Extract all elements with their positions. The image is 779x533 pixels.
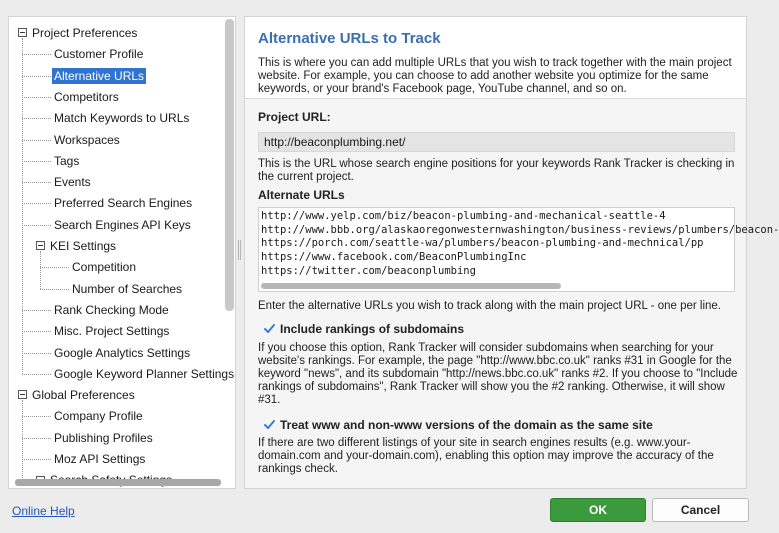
tree-item[interactable] <box>52 151 81 171</box>
tree-guide-line <box>22 459 51 460</box>
alternate-url-line: http://www.bbb.org/alaskaoregonwesternwashington/business-reviews/plumbers/beacon- <box>261 223 779 236</box>
include-subdomains-label: Include rankings of subdomains <box>280 322 465 336</box>
tree-item-label: Publishing Profiles <box>54 430 153 445</box>
tree-guide-line <box>22 76 51 77</box>
alternate-url-line: https://www.facebook.com/BeaconPlumbingInc <box>261 251 527 264</box>
tree-guide-line <box>22 54 51 55</box>
checkmark-icon[interactable] <box>263 418 276 431</box>
tree-item[interactable] <box>52 428 155 448</box>
tree-item-label: Search Engines API Keys <box>54 217 191 232</box>
tree-item[interactable] <box>52 130 122 150</box>
tree-item[interactable] <box>70 279 184 299</box>
panel-splitter[interactable] <box>238 240 242 260</box>
tree-item-label: Customer Profile <box>54 47 144 62</box>
tree-item-label: Global Preferences <box>32 388 135 403</box>
tree-item[interactable] <box>52 343 192 363</box>
tree-guide-line <box>22 182 51 183</box>
tree-item-label: Match Keywords to URLs <box>54 111 190 126</box>
project-url-description: This is the URL whose search engine positions for your keywords Rank Tracker is checking in the current project. <box>258 158 735 183</box>
tree-guide-line <box>22 161 51 162</box>
tree-item[interactable] <box>70 257 138 277</box>
tree-item[interactable] <box>52 406 145 426</box>
tree-item[interactable] <box>52 321 171 341</box>
tree-item-label: Alternative URLs <box>54 68 145 83</box>
tree-item[interactable] <box>52 108 191 128</box>
tree-item-label: Rank Checking Mode <box>54 302 169 317</box>
alternate-urls-horizontal-scrollbar[interactable] <box>261 283 561 289</box>
tree-item[interactable] <box>36 236 118 256</box>
tree-guide-line <box>22 38 23 374</box>
tree-item-label: Preferred Search Engines <box>54 196 193 211</box>
tree-item-label: Workspaces <box>54 132 120 147</box>
tree-item-label: Moz API Settings <box>54 452 146 466</box>
alternate-urls-lines <box>261 210 779 279</box>
tree-item[interactable] <box>18 23 139 43</box>
include-subdomains-description: If you choose this option, Rank Tracker will consider subdomains when searching for your website's rankings. For example, the page "http://www.bbc.co.uk" ranks #31 in Google for the keyword "news", and its subdomain "http://news.bbc.co.uk" ranks #2. If you choose to "Include rankings of subdomains", Rank Tracker will show you the #2 ranking. Otherwise, it will show #31. <box>258 342 738 406</box>
tree-vertical-scrollbar[interactable] <box>225 19 234 311</box>
tree-item[interactable] <box>52 66 146 86</box>
tree-item[interactable] <box>18 385 137 405</box>
tree-guide-line <box>22 400 23 480</box>
collapse-toggle-icon[interactable] <box>36 241 45 250</box>
tree-item-label: Competitors <box>54 89 119 104</box>
content-header <box>245 17 746 99</box>
tree-guide-line <box>22 203 51 204</box>
tree-item-label: Competition <box>72 260 137 275</box>
alternate-urls-textarea[interactable] <box>258 207 779 292</box>
project-url-field: http://beaconplumbing.net/ <box>258 132 735 152</box>
tree-guide-line <box>22 97 51 98</box>
cancel-button[interactable]: Cancel <box>652 498 749 522</box>
tree-guide-line <box>22 225 51 226</box>
alternate-url-line: https://twitter.com/beaconplumbing <box>261 264 476 277</box>
treat-www-label: Treat www and non-www versions of the domain as the same site <box>280 418 653 432</box>
online-help-link[interactable]: Online Help <box>12 504 75 518</box>
tree-item[interactable] <box>52 193 194 213</box>
tree-guide-line <box>22 353 51 354</box>
tree-item-label: KEI Settings <box>50 239 117 253</box>
ok-button[interactable]: OK <box>550 498 646 522</box>
tree-item-label: Events <box>54 175 91 190</box>
tree-guide-line <box>40 289 69 290</box>
tree-guide-line <box>22 374 51 375</box>
alternate-urls-label: Alternate URLs <box>258 188 345 202</box>
tree-item[interactable] <box>52 364 236 384</box>
tree-guide-line <box>22 438 51 439</box>
treat-www-description: If there are two different listings of your site in search engines results (e.g. www.your-domain.com and your-domain.com), enabling this option may improve the accuracy of the rankings check. <box>258 437 714 475</box>
tree-item-label: Tags <box>54 153 80 168</box>
collapse-toggle-icon[interactable] <box>18 28 27 37</box>
tree-guide-line <box>22 118 51 119</box>
tree-guide-line <box>22 310 51 311</box>
alternate-url-line: https://porch.com/seattle-wa/plumbers/beacon-plumbing-and-mechnical/pp <box>261 237 704 250</box>
tree-list <box>9 17 235 478</box>
tree-guide-line <box>22 331 51 332</box>
tree-item-label: Google Keyword Planner Settings <box>54 366 235 381</box>
tree-guide-line <box>40 251 41 289</box>
checkmark-icon[interactable] <box>263 322 276 335</box>
tree-item-label: Google Analytics Settings <box>54 345 191 360</box>
tree-item-label: Company Profile <box>54 409 143 424</box>
tree-item[interactable] <box>52 215 193 235</box>
tree-item[interactable] <box>52 44 145 64</box>
alternate-urls-hint: Enter the alternative URLs you wish to track along with the main project URL - one per line. <box>258 300 721 312</box>
tree-item[interactable] <box>52 87 121 107</box>
preferences-tree <box>8 16 236 489</box>
tree-item-label: Number of Searches <box>72 281 183 296</box>
page-title: Alternative URLs to Track <box>258 30 441 47</box>
tree-guide-line <box>22 416 51 417</box>
tree-item-label: Misc. Project Settings <box>54 324 170 339</box>
tree-item[interactable] <box>52 172 93 192</box>
treat-www-checkbox-row[interactable] <box>263 417 653 433</box>
tree-guide-line <box>40 267 69 268</box>
tree-guide-line <box>22 140 51 141</box>
tree-item-label: Project Preferences <box>32 26 138 40</box>
collapse-toggle-icon[interactable] <box>18 390 27 399</box>
page-intro: This is where you can add multiple URLs that you wish to track together with the main project website. For example, you can choose to add another website you optimize for the same keywords, or your brand's Facebook page, YouTube channel, and so on. <box>258 57 732 95</box>
tree-item[interactable] <box>52 449 147 469</box>
project-url-label: Project URL: <box>258 110 331 124</box>
content-panel <box>244 16 779 489</box>
tree-item[interactable] <box>52 300 171 320</box>
alternate-url-line: http://www.yelp.com/biz/beacon-plumbing-and-mechanical-seattle-4 <box>261 210 666 222</box>
include-subdomains-checkbox-row[interactable] <box>263 321 464 337</box>
tree-horizontal-scrollbar[interactable] <box>15 479 221 486</box>
